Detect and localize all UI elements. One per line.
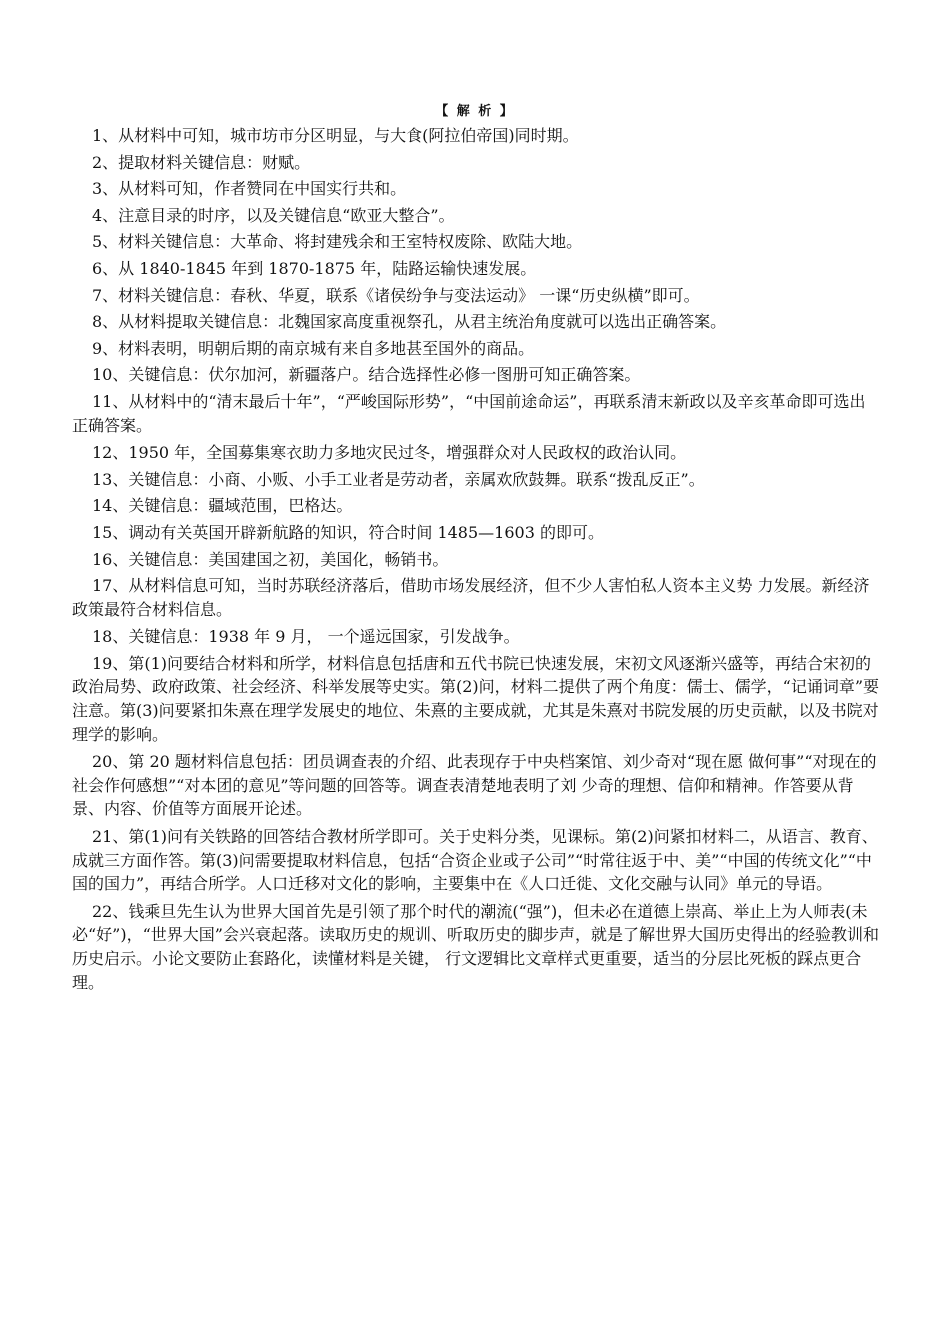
answer-item-18: 18、关键信息：1938 年 9 月， 一个遥远国家，引发战争。 <box>92 627 520 647</box>
answer-item-5: 5、材料关键信息：大革命、将封建残余和王室特权废除、欧陆大地。 <box>92 232 583 252</box>
answer-item-17: 17、从材料信息可知，当时苏联经济落后，借助市场发展经济，但不少人害怕私人资本主义势 力发展。新经济政策最符合材料信息。 <box>72 576 870 619</box>
answer-item-15: 15、调动有关英国开辟新航路的知识，符合时间 1485—1603 的即可。 <box>92 522 604 542</box>
answer-item-14: 14、关键信息：疆域范围，巴格达。 <box>92 496 353 516</box>
answer-item-1: 1、从材料中可知，城市坊市分区明显，与大食(阿拉伯帝国)同时期。 <box>92 126 579 145</box>
answer-list <box>72 124 880 998</box>
answer-item-13: 13、关键信息：小商、小贩、小手工业者是劳动者，亲属欢欣鼓舞。联系“拨乱反正”。 <box>92 469 705 489</box>
answer-item-21: 21、第(1)问有关铁路的回答结合教材所学即可。关于史料分类，见课标。第(2)问紧扣材料二，从语言、教育、成就三方面作答。第(3)问需要提取材料信息，包括“合资企业或子公司”“时常往返于中、美”“中国的传统文化”“中国的国力”，再结合所学。人口迁移对文化的影响，主要集中在《人口迁徙、文化交融与认同》单元的导语。 <box>72 827 878 894</box>
answer-item-4: 4、注意目录的时序，以及关键信息“欧亚大整合”。 <box>92 205 455 225</box>
answer-item-6: 6、从 1840-1845 年到 1870-1875 年，陆路运输快速发展。 <box>92 258 537 278</box>
answer-item-2: 2、提取材料关键信息：财赋。 <box>92 152 311 172</box>
answer-item-3: 3、从材料可知，作者赞同在中国实行共和。 <box>92 179 407 199</box>
answer-item-16: 16、关键信息：美国建国之初，美国化，畅销书。 <box>92 549 449 569</box>
answer-item-22: 22、钱乘旦先生认为世界大国首先是引领了那个时代的潮流(“强”)，但未必在道德上崇高、举止上为人师表(未必“好”)，“世界大国”会兴衰起落。读取历史的规训、听取历史的脚步声，就是了解世界大国历史得出的经验教训和历史启示。小论文要防止套路化，读懂材料是关键， 行文逻辑比文章样式更重要，适当的分层比死板的踩点更合理。 <box>72 901 879 992</box>
answer-item-12: 12、1950 年，全国募集寒衣助力多地灾民过冬，增强群众对人民政权的政治认同。 <box>92 443 687 463</box>
answer-item-19: 19、第(1)问要结合材料和所学，材料信息包括唐和五代书院已快速发展，宋初文风逐渐兴盛等，再结合宋初的政治局势、政府政策、社会经济、科举发展等史实。第(2)问，材料二提供了两个角度：儒士、儒学，“记诵词章”要注意。第(3)问要紧扣朱熹在理学发展史的地位、朱熹的主要成就，尤其是朱熹对书院发展的历史贡献，以及书院对理学的影响。 <box>72 653 880 744</box>
answer-item-9: 9、材料表明，明朝后期的南京城有来自多地甚至国外的商品。 <box>92 338 535 358</box>
answer-item-7: 7、材料关键信息：春秋、华夏，联系《诸侯纷争与变法运动》 一课“历史纵横”即可。 <box>92 285 700 305</box>
answer-item-20: 20、第 20 题材料信息包括：团员调查表的介绍、此表现存于中央档案馆、刘少奇对“现在愿 做何事”“对现在的社会作何感想”“对本团的意见”等问题的回答等。调查表清楚地表明了刘 少奇的理想、信仰和精神。作答要从背景、内容、价值等方面展开论述。 <box>72 752 877 819</box>
section-heading: 【 解 析 】 <box>435 104 515 119</box>
answer-item-10: 10、关键信息：伏尔加河，新疆落户。结合选择性必修一图册可知正确答案。 <box>92 365 641 385</box>
answer-item-8: 8、从材料提取关键信息：北魏国家高度重视祭孔，从君主统治角度就可以选出正确答案。 <box>92 312 727 332</box>
answer-item-11: 11、从材料中的“清末最后十年”，“严峻国际形势”，“中国前途命运”，再联系清末新政以及辛亥革命即可选出正确答案。 <box>72 391 866 435</box>
